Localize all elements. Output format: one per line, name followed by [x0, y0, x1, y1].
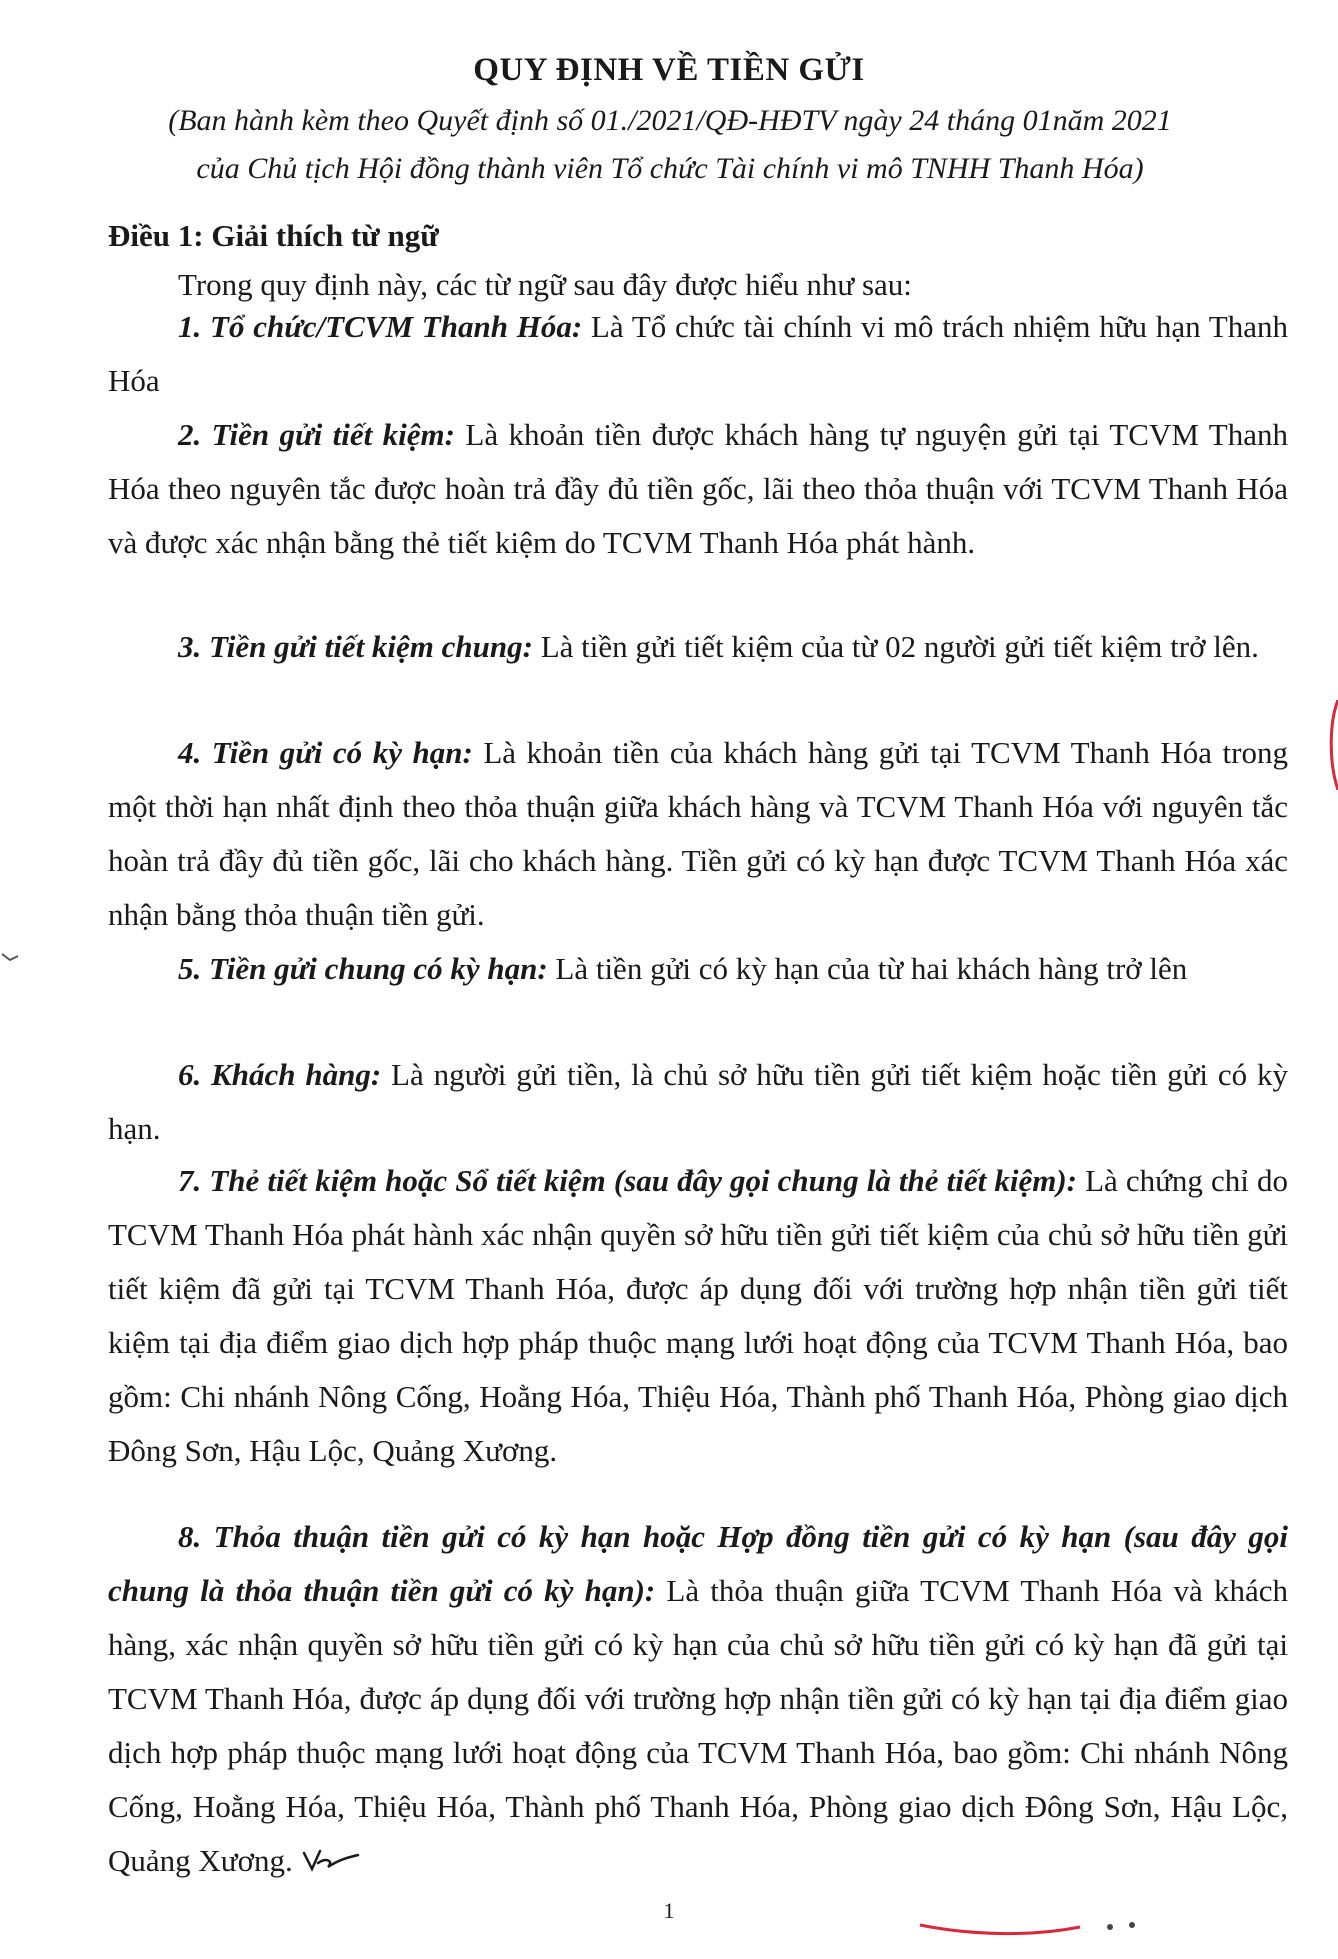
definition-term: 8. Thỏa thuận tiền gửi có kỳ hạn hoặc Hợp đồng tiền gửi có kỳ hạn (sau đây gọi chung là thỏa thuận tiền gửi có kỳ hạn):: [108, 1519, 1288, 1608]
initial-signature-icon: [300, 1845, 360, 1875]
article-title: Giải thích từ ngữ: [211, 218, 439, 253]
definition-text: Là thỏa thuận giữa TCVM Thanh Hóa và khách hàng, xác nhận quyền sở hữu tiền gửi có kỳ hạn của chủ sở hữu tiền gửi có kỳ hạn đã gửi tại TCVM Thanh Hóa, được áp dụng đối với trường hợp nhận tiền gửi có kỳ hạn tại địa điểm giao dịch hợp pháp thuộc mạng lưới hoạt động của TCVM Thanh Hóa, bao gồm: Chi nhánh Nông Cống, Hoằng Hóa, Thiệu Hóa, Thành phố Thanh Hóa, Phòng giao dịch Đông Sơn, Hậu Lộc, Quảng Xương.: [108, 1573, 1288, 1878]
definition-term: 1. Tổ chức/TCVM Thanh Hóa:: [178, 309, 583, 344]
definition-6: [108, 1048, 1288, 1156]
page-number: 1: [663, 1898, 675, 1923]
definition-term: 6. Khách hàng:: [178, 1057, 382, 1092]
margin-mark-icon: [0, 950, 22, 966]
definition-7: [108, 1154, 1288, 1478]
subtitle-line-2: của Chủ tịch Hội đồng thành viên Tổ chức Tài chính vi mô TNHH Thanh Hóa): [196, 152, 1144, 185]
definition-text: Là chứng chỉ do TCVM Thanh Hóa phát hành xác nhận quyền sở hữu tiền gửi tiết kiệm của chủ sở hữu tiền gửi tiết kiệm đã gửi tại TCVM Thanh Hóa, được áp dụng đối với trường hợp nhận tiền gửi tiết kiệm tại địa điểm giao dịch hợp pháp thuộc mạng lưới hoạt động của TCVM Thanh Hóa, bao gồm: Chi nhánh Nông Cống, Hoằng Hóa, Thiệu Hóa, Thành phố Thanh Hóa, Phòng giao dịch Đông Sơn, Hậu Lộc, Quảng Xương.: [108, 1163, 1288, 1468]
definition-term: 5. Tiền gửi chung có kỳ hạn:: [178, 951, 548, 986]
definition-5: [108, 942, 1288, 996]
definition-1: [108, 300, 1288, 408]
article-label: Điều 1:: [108, 218, 204, 253]
subtitle-line-1: (Ban hành kèm theo Quyết định số 01./2021/QĐ-HĐTV ngày 24 tháng 01năm 2021: [168, 104, 1172, 137]
definition-text: Là khoản tiền được khách hàng tự nguyện gửi tại TCVM Thanh Hóa theo nguyên tắc được hoàn trả đầy đủ tiền gốc, lãi theo thỏa thuận với TCVM Thanh Hóa và được xác nhận bằng thẻ tiết kiệm do TCVM Thanh Hóa phát hành.: [108, 417, 1288, 560]
definition-term: 7. Thẻ tiết kiệm hoặc Sổ tiết kiệm (sau đây gọi chung là thẻ tiết kiệm):: [178, 1163, 1077, 1198]
definition-text: Là tiền gửi có kỳ hạn của từ hai khách hàng trở lên: [547, 951, 1188, 986]
stamp-fragment-icon: [910, 1905, 1140, 1945]
article-heading: [108, 218, 439, 254]
stamp-edge-icon: [1326, 700, 1338, 790]
definition-3: [108, 620, 1288, 674]
definition-term: 2. Tiền gửi tiết kiệm:: [178, 417, 455, 452]
definition-2: [108, 408, 1288, 570]
intro-paragraph: Trong quy định này, các từ ngữ sau đây được hiểu như sau:: [178, 267, 912, 302]
definition-text: Là tiền gửi tiết kiệm của từ 02 người gửi tiết kiệm trở lên.: [532, 629, 1259, 664]
document-title: QUY ĐỊNH VỀ TIỀN GỬI: [473, 52, 865, 88]
definition-text: Là người gửi tiền, là chủ sở hữu tiền gửi tiết kiệm hoặc tiền gửi có kỳ hạn.: [108, 1057, 1289, 1146]
definition-text: Là Tổ chức tài chính vi mô trách nhiệm hữu hạn Thanh Hóa: [108, 309, 1288, 398]
definition-term: 4. Tiền gửi có kỳ hạn:: [178, 735, 473, 770]
definition-8: [108, 1510, 1288, 1888]
definition-term: 3. Tiền gửi tiết kiệm chung:: [178, 629, 533, 664]
definition-4: [108, 726, 1288, 942]
definition-text: Là khoản tiền của khách hàng gửi tại TCVM Thanh Hóa trong một thời hạn nhất định theo thỏa thuận giữa khách hàng và TCVM Thanh Hóa với nguyên tắc hoàn trả đầy đủ tiền gốc, lãi cho khách hàng. Tiền gửi có kỳ hạn được TCVM Thanh Hóa xác nhận bằng thỏa thuận tiền gửi.: [108, 735, 1288, 932]
